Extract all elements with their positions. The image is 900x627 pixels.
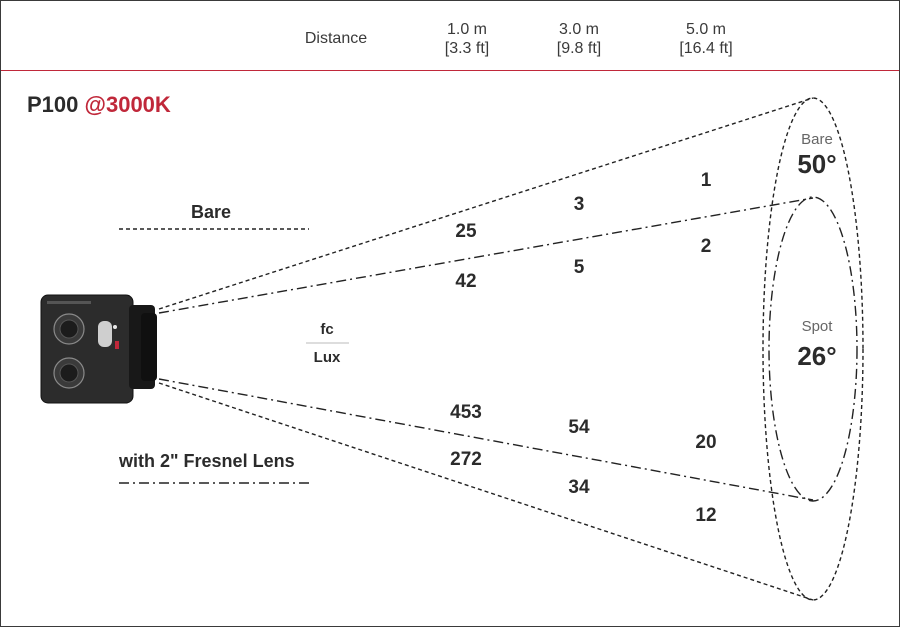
fresnel-legend-label: with 2" Fresnel Lens: [119, 451, 295, 471]
distance-feet: [16.4 ft]: [679, 40, 733, 57]
spot-angle-value: 26°: [797, 341, 837, 371]
fresnel-fc-5m: 20: [695, 432, 717, 453]
bare-fc-5m: 1: [700, 170, 712, 191]
distance-feet: [3.3 ft]: [444, 40, 490, 57]
fresnel-lux-5m: 12: [695, 505, 717, 526]
bare-lux-5m: 2: [700, 236, 712, 257]
distance-feet: [9.8 ft]: [556, 40, 602, 57]
bare-lux-3m: 5: [573, 257, 585, 278]
unit-fc: fc: [320, 321, 334, 338]
color-temperature: @3000K: [84, 92, 171, 117]
bare-legend-label: Bare: [191, 202, 232, 222]
fresnel-lux-1m: 272: [450, 449, 482, 470]
bare-angle-label: Bare: [801, 131, 833, 148]
bare-lux-1m: 42: [455, 271, 477, 292]
fresnel-fc-3m: 54: [568, 417, 590, 438]
bare-fc-1m: 25: [455, 221, 477, 242]
distance-label: Distance: [304, 30, 368, 47]
fresnel-fc-1m: 453: [450, 402, 482, 423]
fresnel-lux-3m: 34: [568, 477, 590, 498]
unit-lux: Lux: [313, 349, 341, 366]
spot-angle-label: Spot: [801, 318, 833, 335]
bare-angle-value: 50°: [797, 149, 837, 179]
light-fixture-image: [41, 295, 157, 403]
model-name: P100: [27, 92, 79, 117]
bare-fc-3m: 3: [573, 194, 585, 215]
beam-diagram: [1, 1, 899, 626]
distance-meters: 1.0 m: [446, 21, 487, 38]
distance-meters: 3.0 m: [558, 21, 599, 38]
distance-meters: 5.0 m: [685, 21, 726, 38]
